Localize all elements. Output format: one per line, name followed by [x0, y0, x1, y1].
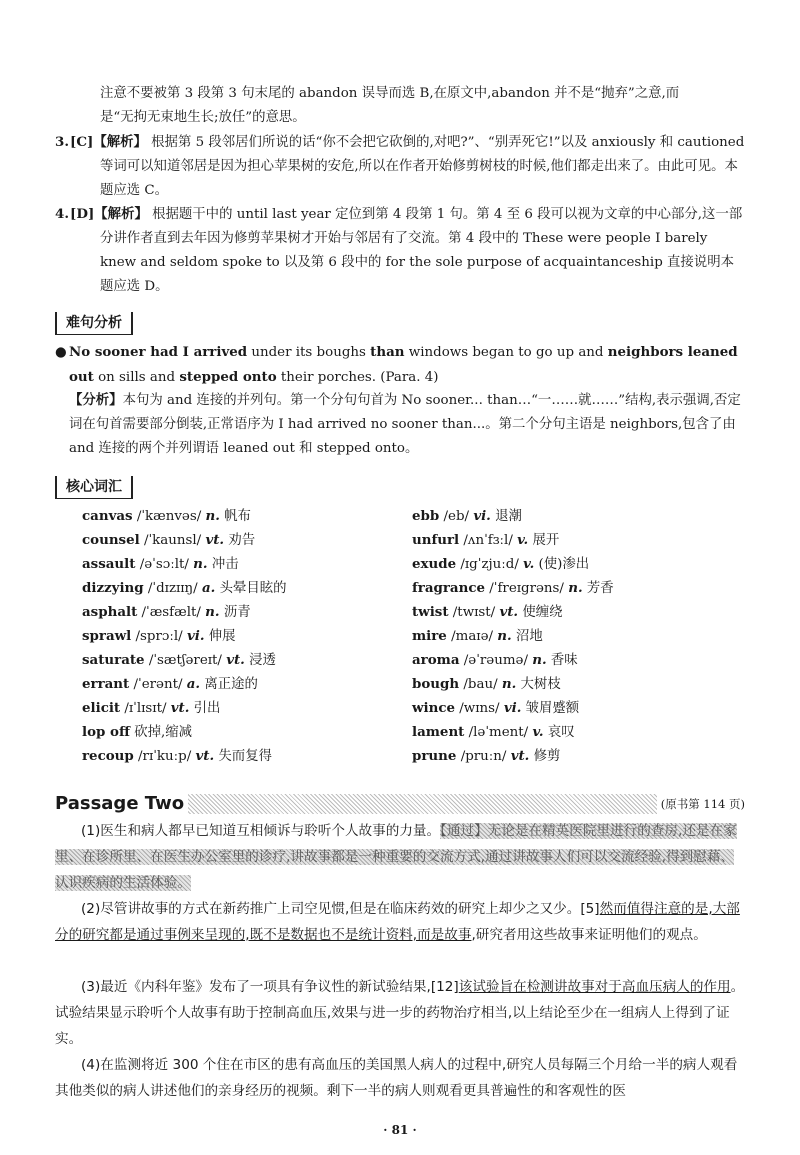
analysis-tag: 【解析】	[94, 206, 148, 222]
sentence-part: neighbors leaned out	[69, 344, 738, 385]
vocab-item: sprawl /sprɔːl/ vi. 伸展	[82, 628, 236, 644]
answer-text: 根据第 5 段邻居们所说的话“你不会把它砍倒的,对吧?”、“别弄死它!”以及 anxiously 和 cautioned 等词可以知道邻居是因为担心苹果树的安危,所以在作者开始修剪树枝的时候,他们都走出来了。由此可见。本题应选 C。	[100, 135, 745, 198]
vocab-item: recoup /rɪˈkuːp/ vt. 失而复得	[82, 748, 272, 764]
analysis-tag: 【解析】	[93, 134, 147, 150]
section-title: 难句分析	[55, 312, 133, 335]
vocab-item: dizzying /ˈdɪzɪɪŋ/ a. 头晕目眩的	[82, 580, 287, 596]
answer-option: [D]	[70, 206, 95, 222]
passage-title: Passage Two	[55, 792, 188, 816]
sentence-part: their porches. (Para. 4)	[276, 370, 439, 385]
vocab-item: bough /bau/ n. 大树枝	[412, 676, 561, 692]
sentence-part: windows began to go up and	[404, 345, 608, 360]
answer-number: 3.	[55, 134, 69, 150]
passage-paragraph-2: (2)尽管讲故事的方式在新药推广上司空见惯,但是在临床药效的研究上却少之又少。[5]然而值得注意的是,大部分的研究都是通过事例来呈现的,既不是数据也不是统计资料,而是故事,研究者用这些故事来证明他们的观点。	[55, 901, 740, 943]
vocab-item: elicit /ɪˈlɪsɪt/ vt. 引出	[82, 700, 221, 716]
difficult-sentence	[55, 340, 745, 390]
vocabulary-right-column	[412, 504, 614, 768]
answer-4	[55, 202, 745, 299]
vocabulary-heading	[55, 474, 133, 500]
vocab-item: assault /əˈsɔːlt/ n. 冲击	[82, 556, 239, 572]
vocab-item: fragrance /ˈfreɪgrəns/ n. 芳香	[412, 580, 614, 596]
vocabulary-left-column	[82, 504, 287, 768]
q2-line1: 注意不要被第 3 段第 3 句末尾的 abandon 误导而选 B,在原文中,abandon 并不是“抛弃”之意,而	[100, 86, 680, 101]
sentence-part: No sooner had I arrived	[69, 344, 248, 360]
vocab-item: wince /wɪns/ vi. 皱眉蹙额	[412, 700, 580, 716]
vocab-item: prune /pruːn/ vt. 修剪	[412, 748, 561, 764]
answer-option: [C]	[70, 134, 94, 150]
vocab-item: asphalt /ˈæsfælt/ n. 沥青	[82, 604, 251, 620]
bullet-icon: ●	[55, 344, 67, 360]
answer-3	[55, 130, 745, 203]
analysis-tag: 【分析】	[69, 392, 123, 408]
vocab-item: errant /ˈerənt/ a. 离正途的	[82, 676, 258, 692]
q2-continuation	[55, 82, 745, 130]
difficult-sentence-analysis	[55, 388, 745, 461]
vocab-item: exude /ɪgˈzjuːd/ v. (使)渗出	[412, 556, 590, 572]
vocab-item: mire /maɪə/ n. 沼地	[412, 628, 543, 644]
vocab-item: twist /twɪst/ vt. 使缠绕	[412, 604, 563, 620]
vocab-item: canvas /ˈkænvəs/ n. 帆布	[82, 508, 251, 524]
vocab-item: aroma /əˈrəumə/ n. 香味	[412, 652, 578, 668]
section-title: 核心词汇	[55, 476, 133, 499]
analysis-text: 本句为 and 连接的并列句。第一个分句句首为 No sooner... than…“一……就……”结构,表示强调,否定词在句首需要部分倒装,正常语序为 I had arrived no sooner than...。第二个分句主语是 neighbors,包含了由 and 连接的两个并列谓语 leaned out 和 stepped onto。	[69, 393, 741, 456]
passage-paragraph-3: (3)最近《内科年鉴》发布了一项具有争议性的新试验结果,[12]该试验旨在检测讲故事对于高血压病人的作用。试验结果显示聆听个人故事有助于控制高血压,效果与进一步的药物治疗相当,以上结论至少在一组病人上得到了证实。	[55, 979, 745, 1047]
passage-paragraph-4: (4)在监测将近 300 个住在市区的患有高血压的美国黑人病人的过程中,研究人员每隔三个月给一半的病人观看其他类似的病人讲述他们的亲身经历的视频。剩下一半的病人则观看更具普遍性的和客观性的医	[55, 1057, 738, 1099]
answer-text: 根据题干中的 until last year 定位到第 4 段第 1 句。第 4 至 6 段可以视为文章的中心部分,这一部分讲作者直到去年因为修剪苹果树才开始与邻居有了交流。第 4 段中的 These were people I barely knew and seldom spoke to 以及第 6 段中的 for the sole purpose of acquaintanceship 直接说明本题应选 D。	[100, 207, 743, 294]
sentence-part: under its boughs	[247, 345, 371, 360]
underlined-text: 该试验旨在检测讲故事对于高血压病人的作用	[458, 979, 731, 995]
source-page-ref: (原书第 114 页)	[657, 792, 745, 816]
vocab-item: lament /ləˈment/ v. 哀叹	[412, 724, 575, 740]
passage-two-header	[55, 792, 745, 816]
sentence-part: than	[370, 344, 405, 360]
sentence-part: stepped onto	[179, 369, 277, 385]
page-number: · 81 ·	[383, 1123, 417, 1137]
underlined-text: 然而值得注意的是,大部分的研究都是通过事例来呈现的,既不是数据也不是统计资料,而是故事	[55, 901, 740, 943]
vocab-item: unfurl /ʌnˈfɜːl/ v. 展开	[412, 532, 560, 548]
sentence-part: on sills and	[93, 370, 180, 385]
vocab-item: saturate /ˈsætʃəreɪt/ vt. 浸透	[82, 652, 276, 668]
vocab-item: ebb /eb/ vi. 退潮	[412, 508, 522, 524]
vocab-item: lop off 砍掉,缩减	[82, 724, 193, 740]
vocab-item: counsel /ˈkaunsl/ vt. 劝告	[82, 532, 256, 548]
q2-line2: 是“无拘无束地生长;放任”的意思。	[100, 110, 306, 125]
answer-number: 4.	[55, 206, 69, 222]
difficult-sentence-heading	[55, 310, 133, 336]
passage-paragraph-1: (1)医生和病人都早已知道互相倾诉与聆听个人故事的力量。【通过】无论是在精英医院里进行的查房,还是在家里、在诊所里、在医生办公室里的诊疗,讲故事都是一种重要的交流方式,通过讲故事人们可以交流经验,得到慰藉、认识疾病的生活体验。	[55, 823, 737, 891]
obscured-text: 【通过】无论是在精英医院里进行的查房,还是在家里、在诊所里、在医生办公室里的诊疗,讲故事都是一种重要的交流方式,通过讲故事人们可以交流经验,得到慰藉、认识疾病的生活体验。	[55, 823, 737, 891]
